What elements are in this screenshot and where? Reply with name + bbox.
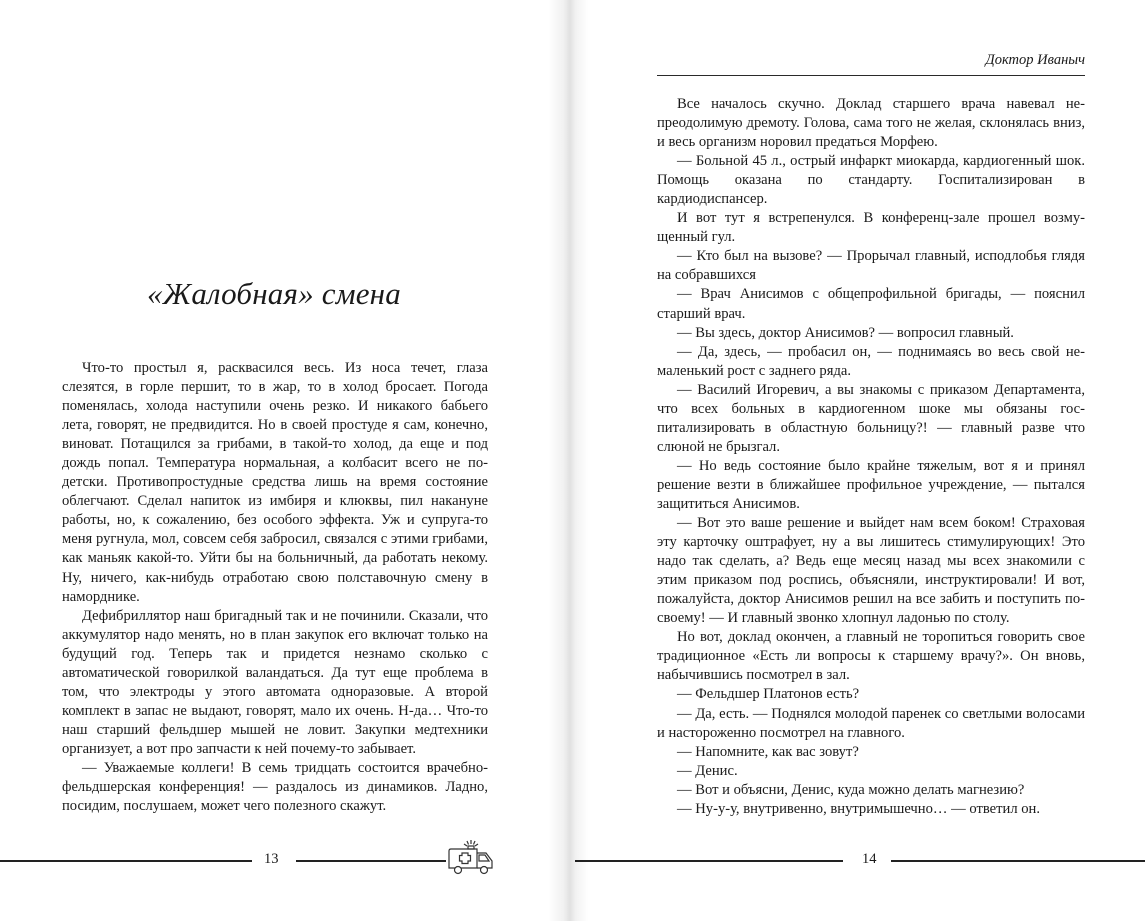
paragraph: Но вот, доклад окончен, а главный не торопиться говорить свое традиционное «Есть ли вопросы к старшему врачу?». Он вновь, набычившись посмотрел в зал. <box>657 629 1085 684</box>
paragraph: — Врач Анисимов с общепрофильной бригады, — пояснил старший врач. <box>657 286 1085 322</box>
paragraph: — Вот и объясни, Денис, куда можно делать магнезию? <box>677 781 1025 798</box>
paragraph: — Но ведь состояние было крайне тяжелым, вот я и принял решение везти в ближайшее профильное учреждение, — пытался защититься Анисимов. <box>657 457 1085 512</box>
running-head: Доктор Иваныч <box>985 52 1085 68</box>
left-page <box>0 0 565 921</box>
footer-rule-right <box>891 860 1145 862</box>
right-page <box>575 0 1145 921</box>
paragraph: — Денис. <box>677 762 738 779</box>
paragraph: Все началось скучно. Доклад старшего врача навевал непреодолимую дремоту. Голова, сама того не желая, склонялась вниз, и весь организм норовил предаться Морфею. <box>657 96 1085 151</box>
footer-rule-left <box>0 860 252 862</box>
paragraph: — Василий Игоревич, а вы знакомы с приказом Департамента, что всех больных в кардиогенном шоке мы обязаны госпитализировать в областную больницу?! — главный разве что слюной не брызгал. <box>657 381 1085 455</box>
paragraph: — Уважаемые коллеги! В семь тридцать состоится врачебно-фельдшерская конференция! — раздалось из динамиков. Ладно, посидим, послушаем, может чего полезного скажут. <box>62 759 488 815</box>
footer-rule-right <box>296 860 446 862</box>
left-page-text <box>62 359 488 816</box>
paragraph: Дефибриллятор наш бригадный так и не починили. Сказали, что аккумулятор надо менять, но в план закупок его включат только на будущий год. Теперь так и придется незнамо сколько с автоматической говорилкой валандаться. Да тут еще проблема в том, что электроды у этого автомата одноразовые. А второй комплект в запас не выдают, говорят, мало их очень. Н-да… Что-то наш старший фельдшер мышей не ловит. Закупки медтехники организует, а вот про запчасти к ней почему-то забывает. <box>62 607 488 757</box>
paragraph: — Ну-у-у, внутривенно, внутримышечно… — ответил он. <box>677 800 1041 817</box>
paragraph: Что-то простыл я, расквасился весь. Из носа течет, глаза слезятся, в горле першит, то в жар, то в холод бросает. Погода поменялась, холода наступили очень резко. И никакого бабьего лета, говорят, не предвидится. Но в своей простуде я сам, конечно, виноват. Потащился за грибами, в такой-то холод, да еще и под дождь попал. Температура нормальная, а колбасит всего не по-детски. Противопростудные средства лишь на время состояние облегчают. Сделал напиток из имбиря и клюквы, пил накануне работы, но, к сожалению, без особого эффекта. Уж и супруга-то меня ругнула, мол, совсем себя забросил, связался с этими грибами, как маньяк какой-то. Уйти бы на больничный, да работать некому. Ну, ничего, как-нибудь отработаю свою полставочную смену в наморднике. <box>62 360 488 605</box>
paragraph: — Напомните, как вас зовут? <box>677 743 859 760</box>
running-head-rule <box>657 75 1085 76</box>
chapter-title: «Жалобная» смена <box>147 276 401 311</box>
ambulance-icon <box>446 838 496 878</box>
paragraph: — Да, есть. — Поднялся молодой паренек со светлыми волосами и настороженно посмотрел на главного. <box>657 705 1085 741</box>
paragraph: — Больной 45 л., острый инфаркт миокарда, кардиогенный шок. Помощь оказана по стандарту. Госпитализирован в кардиодиспансер. <box>657 153 1085 208</box>
paragraph: — Фельдшер Платонов есть? <box>677 686 860 703</box>
paragraph: — Да, здесь, — пробасил он, — поднимаясь во весь свой немаленький рост с заднего ряда. <box>657 343 1085 379</box>
right-page-text <box>657 95 1085 819</box>
page-number-right: 14 <box>862 851 877 867</box>
footer-rule-left <box>575 860 843 862</box>
paragraph: — Кто был на вызове? — Прорычал главный, исподлобья глядя на собравшихся <box>657 248 1085 284</box>
paragraph: И вот тут я встрепенулся. В конференц-зале прошел возмущенный гул. <box>657 210 1085 246</box>
paragraph: — Вот это ваше решение и выйдет нам всем боком! Страховая эту карточку оштрафует, ну а вы лишитесь стимулирующих! Это надо так сделать, а? Ведь еще месяц назад мы всех знакомили с этим приказом под роспись, объясняли, инструктировали! И вот, пожалуйста, доктор Анисимов решил на все забить и поступить по-своему! — И главный звонко хлопнул ладонью по столу. <box>657 515 1085 627</box>
page-number-left: 13 <box>264 851 279 867</box>
paragraph: — Вы здесь, доктор Анисимов? — вопросил главный. <box>677 324 1014 341</box>
